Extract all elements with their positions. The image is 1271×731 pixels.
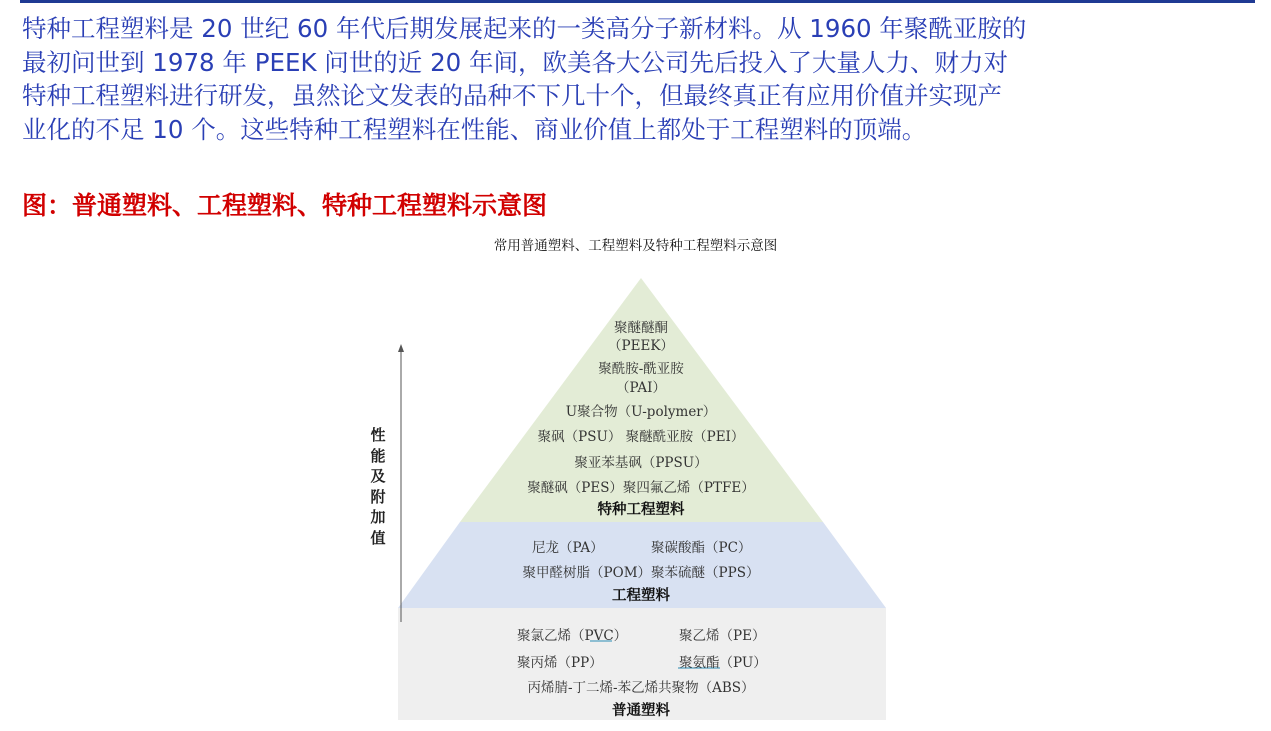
engineering-item: 聚碳酸酯（PC） [651,540,752,556]
general-item: 聚乙烯（PE） [679,628,766,644]
general-item: 聚氨酯（PU） [679,655,767,671]
general-tier-sides [334,608,398,720]
engineering-tier-label: 工程塑料 [612,588,670,604]
special-item: 聚亚苯基砜（PPSU） [574,455,708,471]
paragraph-line: 最初问世到 1978 年 PEEK 问世的近 20 年间，欧美各大公司先后投入了大量人力、财力对 [22,47,1009,77]
axis-label-char: 附 [370,487,386,506]
diagram-title: 常用普通塑料、工程塑料及特种工程塑料示意图 [493,238,778,254]
special-tier-label: 特种工程塑料 [597,502,685,518]
special-item: 聚醚醚酮 [614,320,668,336]
special-item: U聚合物（U-polymer） [565,404,717,420]
general-item: 聚丙烯（PP） [517,655,603,671]
general-tier-sides [886,608,950,720]
axis-label-char: 性 [370,426,386,444]
special-item: 聚醚砜（PES）聚四氟乙烯（PTFE） [527,480,755,496]
axis-label-performance-value [366,425,390,548]
special-item: 聚砜（PSU） 聚醚酰亚胺（PEI） [537,429,745,445]
engineering-item: 尼龙（PA） [532,540,604,556]
special-item: 聚酰胺-酰亚胺 [598,361,684,377]
paragraph-line: 特种工程塑料进行研发，虽然论文发表的品种不下几十个，但最终真正有应用价值并实现产 [22,81,1002,110]
axis-label-char: 加 [370,508,386,526]
axis-arrowhead-icon [398,344,404,352]
general-item: 丙烯腈-丁二烯-苯乙烯共聚物（ABS） [527,680,755,696]
paragraph-line: 特种工程塑料是 20 世纪 60 年代后期发展起来的一类高分子新材料。从 1960 年聚酰亚胺的 [22,14,1027,43]
general-tier-label: 普通塑料 [612,703,670,719]
special-item: （PEEK） [608,338,674,354]
axis-label-char: 及 [370,467,386,485]
engineering-item: 聚甲醛树脂（POM）聚苯硫醚（PPS） [522,565,760,581]
special-item: （PAI） [616,380,666,396]
paragraph-line: 业化的不足 10 个。这些特种工程塑料在性能、商业价值上都处于工程塑料的顶端。 [22,114,927,144]
axis-label-char: 值 [370,528,386,547]
general-item: 聚氯乙烯（PVC） [517,628,628,644]
axis-label-char: 能 [370,446,386,465]
figure-caption: 图：普通塑料、工程塑料、特种工程塑料示意图 [22,191,548,220]
